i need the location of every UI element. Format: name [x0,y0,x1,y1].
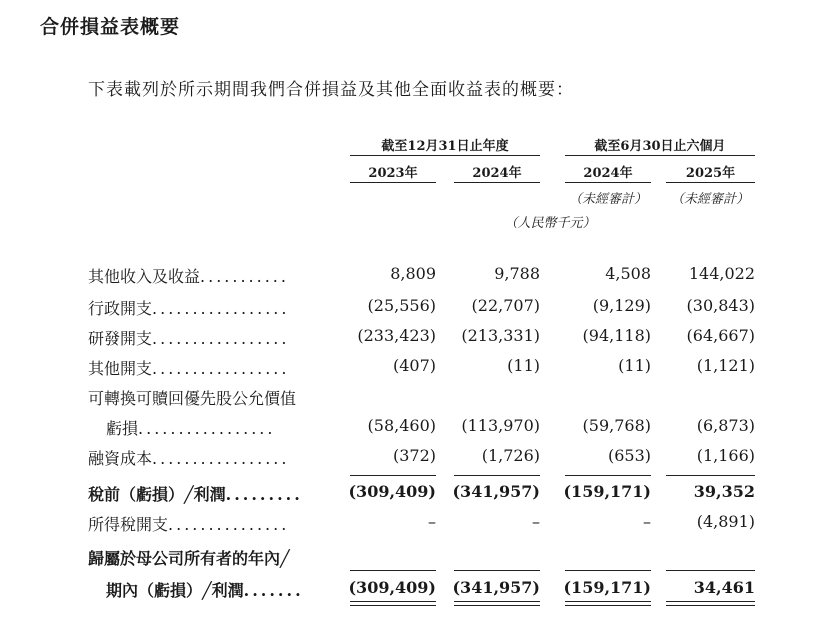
unaudited-note: （未經審計） [568,192,647,207]
header-rule-fiscal [350,155,540,156]
dot-leader: ................. [138,419,276,438]
row-label [88,482,303,505]
subtotal-rule [454,475,540,476]
value-cell: 9,788 [494,264,540,283]
subtotal-rule [565,475,651,476]
dot-leader: ................. [152,299,290,318]
row-label [88,546,290,569]
value-cell: (309,409) [348,482,436,501]
year-rule [666,182,755,183]
currency-note: （人民幣千元） [504,216,596,231]
value-cell: – [643,512,651,531]
value-cell: (372) [392,446,436,465]
row-label-text: 行政開支 [88,299,153,318]
year-rule [565,182,651,183]
value-cell: (1,726) [481,446,540,465]
row-label [88,446,289,469]
value-cell: 34,461 [693,578,755,597]
dot-leader: ......... [225,485,303,504]
header-rule-six-months [565,155,755,156]
row-label [88,326,289,349]
value-cell: (1,166) [696,446,755,465]
year-rule [454,182,540,183]
dot-leader: ............... [168,515,290,534]
year-2023: 2023年 [368,166,418,181]
row-label [88,264,289,287]
row-label-text: 歸屬於母公司所有者的年內╱ [88,549,290,568]
value-cell: (4,891) [696,512,755,531]
double-rule [454,601,540,602]
value-cell: (11) [507,356,540,375]
row-label-text: 其他開支 [88,359,153,378]
double-rule [350,601,436,602]
value-cell: (1,121) [696,356,755,375]
value-cell: 39,352 [693,482,755,501]
value-cell: (59,768) [582,416,651,435]
dot-leader: ................. [152,359,290,378]
double-rule [350,605,436,606]
value-cell: (309,409) [348,578,436,597]
year-2024-fy: 2024年 [472,166,522,181]
row-label [88,296,289,319]
subtotal-rule [666,475,755,476]
header-group-six-months: 截至6月30日止六個月 [594,139,726,154]
row-label [88,386,296,409]
row-label [88,356,289,379]
row-label-text: 研發開支 [88,329,153,348]
value-cell: (94,118) [582,326,651,345]
total-rule [454,570,540,571]
row-label-text: 稅前（虧損）╱利潤 [88,485,226,504]
value-cell: (341,957) [452,578,540,597]
value-cell: (6,873) [696,416,755,435]
value-cell: (653) [607,446,651,465]
value-cell: (30,843) [686,296,755,315]
value-cell: (58,460) [367,416,436,435]
value-cell: – [428,512,436,531]
intro-text: 下表載列於所示期間我們合併損益及其他全面收益表的概要： [88,80,574,100]
year-2024-h1: 2024年 [583,166,633,181]
unaudited-note: （未經審計） [670,192,749,207]
row-label [106,578,304,601]
value-cell: 4,508 [605,264,651,283]
year-2025-h1: 2025年 [685,166,736,181]
value-cell: (233,423) [357,326,436,345]
value-cell: (25,556) [367,296,436,315]
value-cell: (159,171) [563,578,651,597]
total-rule [666,570,755,571]
row-label [106,416,275,439]
dot-leader: ................. [152,329,290,348]
value-cell: (407) [392,356,436,375]
value-cell: (159,171) [563,482,651,501]
header-group-fiscal-year: 截至12月31日止年度 [381,139,509,154]
double-rule [666,605,755,606]
total-rule [350,570,436,571]
double-rule [666,601,755,602]
value-cell: (64,667) [686,326,755,345]
value-cell: (113,970) [461,416,540,435]
value-cell: (341,957) [452,482,540,501]
row-label [88,512,289,535]
subtotal-rule [350,475,436,476]
value-cell: (11) [618,356,651,375]
section-title: 合併損益表概要 [40,16,181,38]
value-cell: – [532,512,540,531]
value-cell: (213,331) [461,326,540,345]
row-label-text: 可轉換可贖回優先股公允價值 [88,389,297,408]
value-cell: (22,707) [471,296,540,315]
value-cell: 8,809 [390,264,436,283]
value-cell: 144,022 [688,264,755,283]
dot-leader: ................. [152,449,290,468]
year-rule [350,182,436,183]
double-rule [565,605,651,606]
double-rule [565,601,651,602]
row-label-text: 融資成本 [88,449,153,468]
dot-leader: ........... [200,267,289,286]
row-label-text: 期內（虧損）╱利潤 [106,581,244,600]
total-rule [565,570,651,571]
value-cell: (9,129) [592,296,651,315]
dot-leader: ....... [243,581,304,600]
row-label-text: 所得稅開支 [88,515,169,534]
double-rule [454,605,540,606]
row-label-text: 虧損 [106,419,139,438]
row-label-text: 其他收入及收益 [88,267,201,286]
